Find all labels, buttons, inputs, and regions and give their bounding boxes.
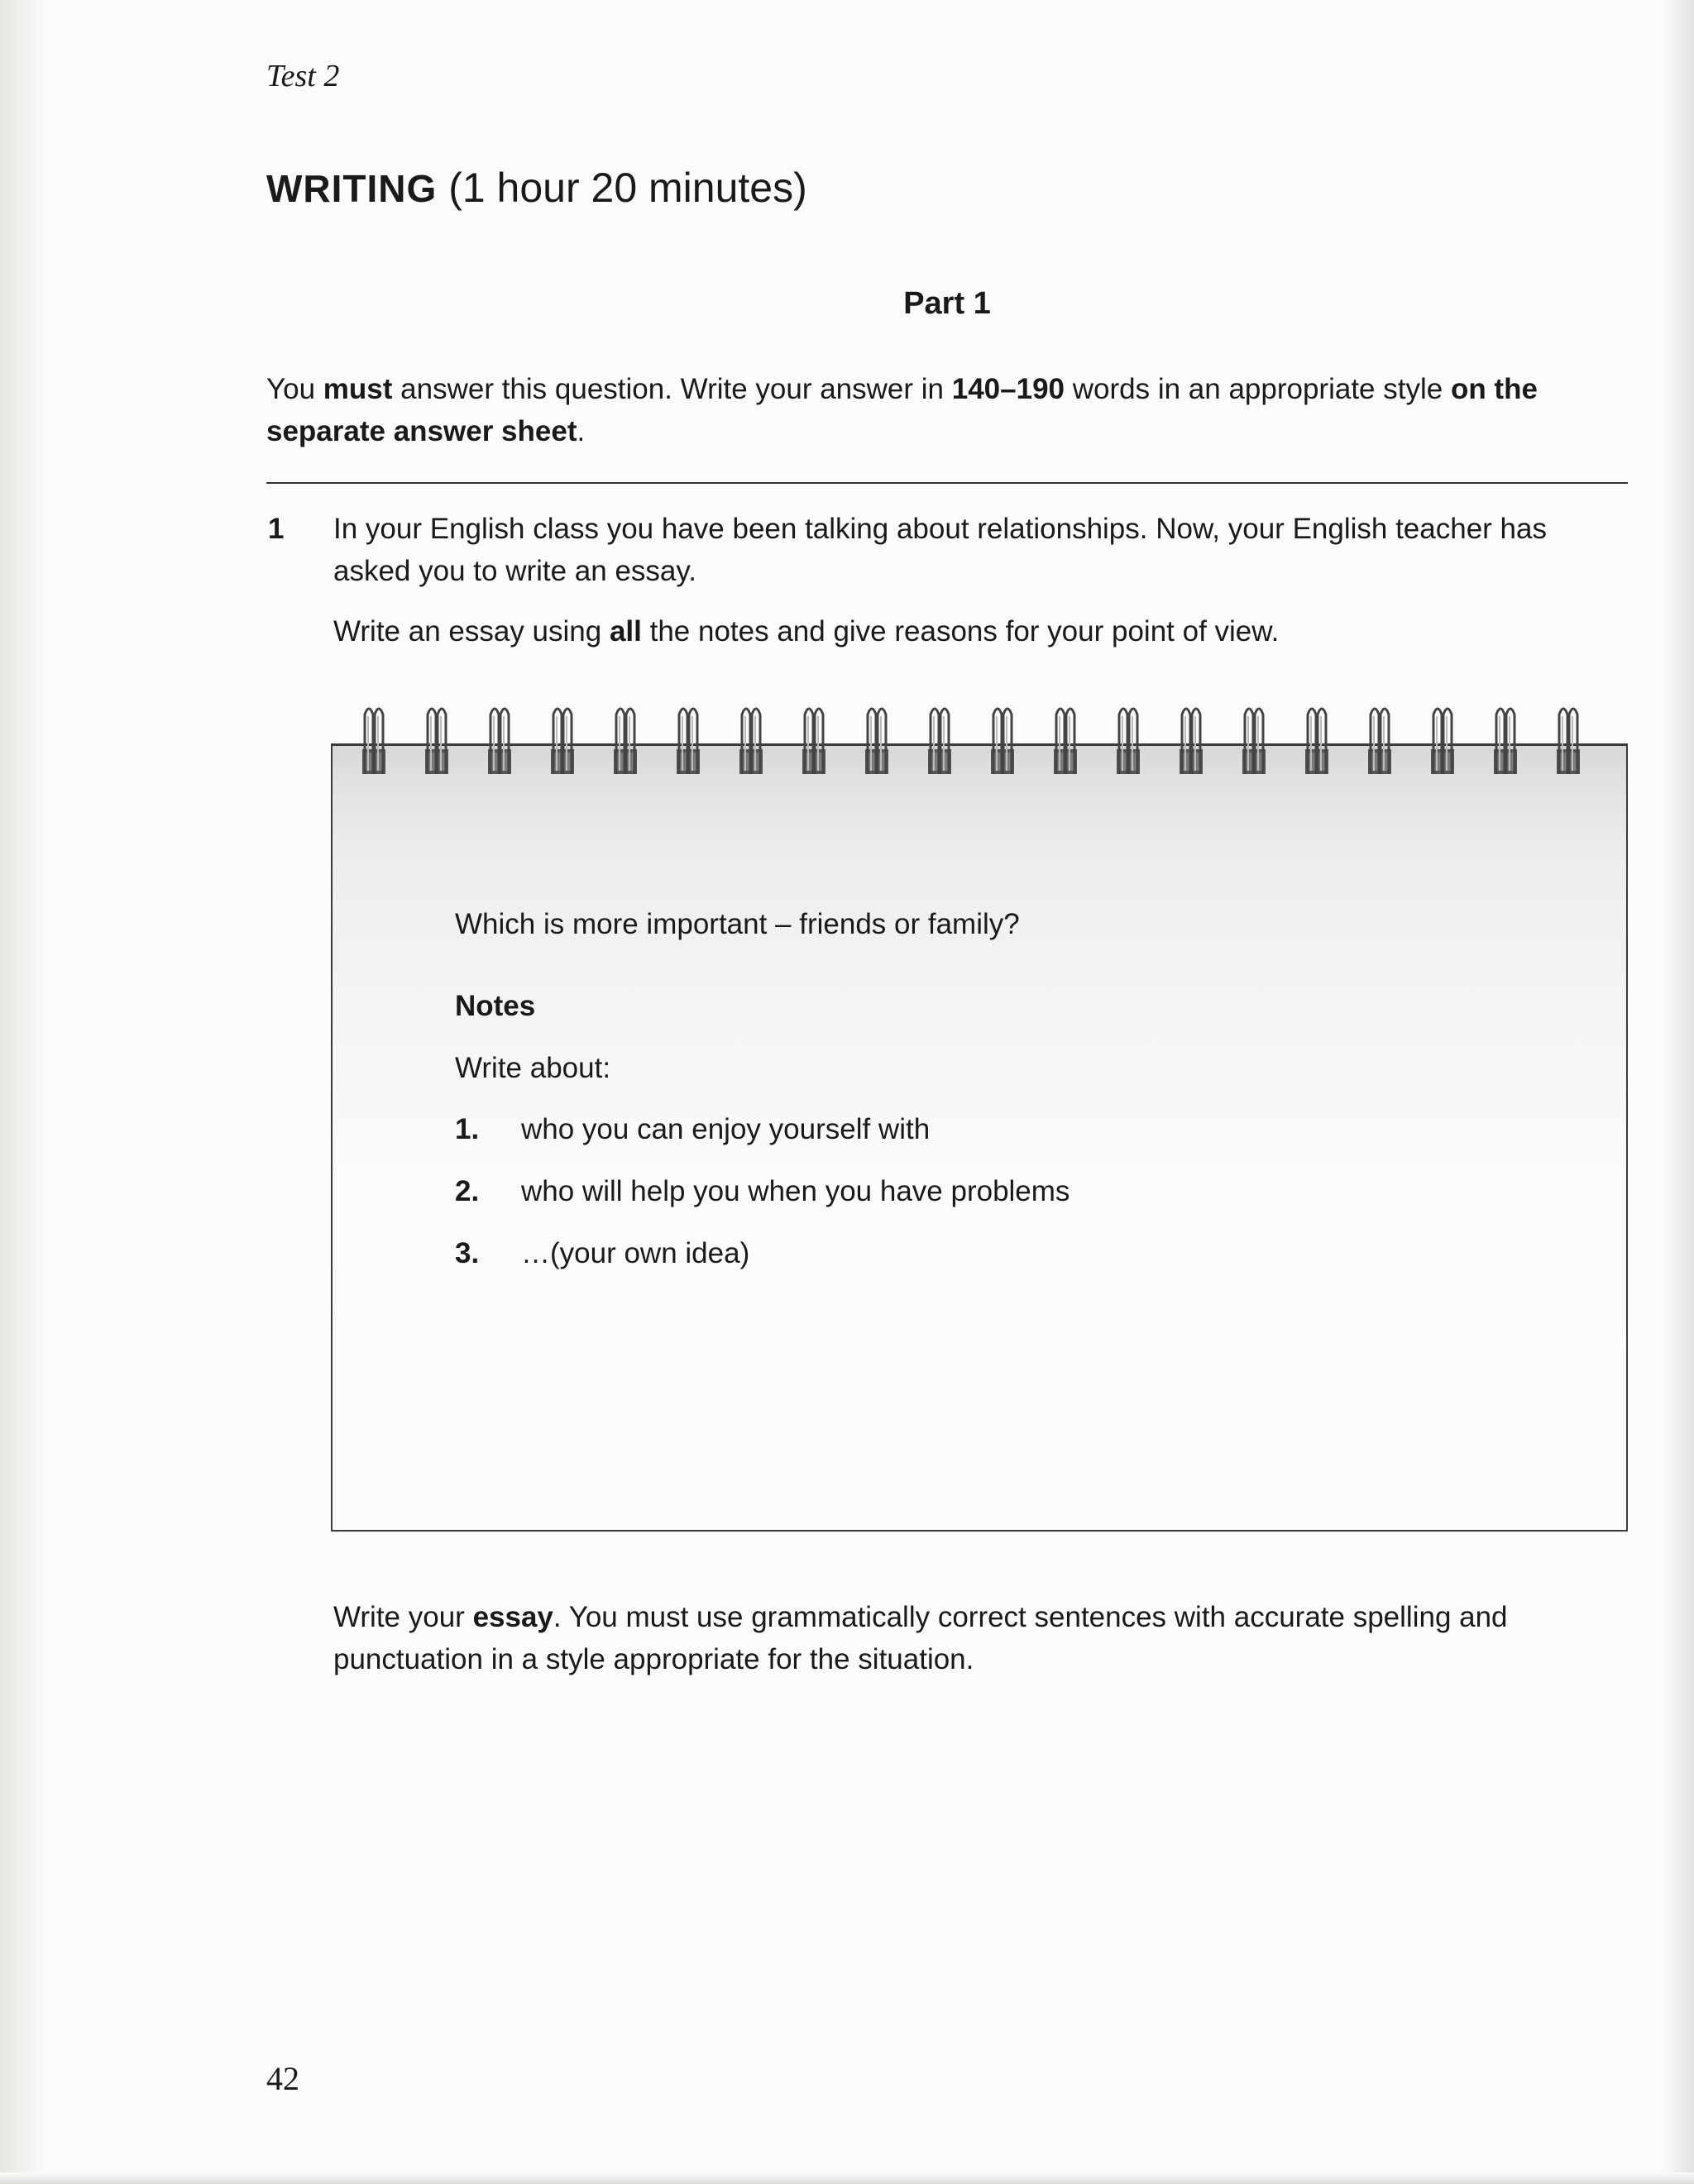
instruction-text: .	[577, 415, 586, 447]
spiral-ring	[739, 709, 763, 774]
spiral-ring	[488, 709, 511, 774]
question-text: In your English class you have been talking about relationships. Now, your English teacher has asked you to write an essay.	[333, 513, 1547, 587]
part-heading	[0, 286, 1694, 322]
question-number: 1	[268, 513, 285, 545]
spiral-ring	[991, 709, 1014, 774]
spiral-ring	[865, 709, 888, 774]
spiral-ring	[551, 709, 574, 774]
spiral-ring	[1494, 709, 1517, 774]
spiral-ring	[1557, 709, 1580, 774]
list-item-text: who will help you when you have problems	[521, 1175, 1070, 1207]
list-item-number: 3.	[455, 1237, 480, 1269]
spiral-rings-icon	[331, 700, 1628, 791]
section-title-duration: (1 hour 20 minutes)	[448, 165, 807, 211]
spiral-ring	[1431, 709, 1454, 774]
spiral-ring	[1117, 709, 1140, 774]
page-number: 42	[266, 2060, 299, 2097]
spiral-ring	[677, 709, 700, 774]
running-head: Test 2	[266, 59, 340, 93]
notebook-question: Which is more important – friends or family?	[455, 908, 1020, 940]
question-instruction-bold: all	[609, 615, 642, 648]
spiral-ring	[1305, 709, 1328, 774]
spiral-ring	[1180, 709, 1203, 774]
notebook-spiral-binding	[331, 700, 1628, 791]
list-item	[455, 1108, 1070, 1170]
list-item-number: 1.	[455, 1113, 480, 1145]
list-item-text: who you can enjoy yourself with	[521, 1113, 931, 1145]
closing-bold: essay	[472, 1601, 553, 1633]
page-edge-shadow	[1661, 0, 1694, 2184]
notes-list	[455, 1108, 1070, 1294]
question-instruction-text: Write an essay using	[333, 615, 610, 648]
page-spine-shadow	[0, 0, 46, 2184]
spiral-ring	[425, 709, 448, 774]
instruction-bold: 140–190	[951, 373, 1065, 405]
page-bottom-shadow	[0, 2172, 1694, 2184]
section-title	[266, 164, 807, 212]
write-about-label: Write about:	[455, 1052, 611, 1084]
list-item	[455, 1232, 1070, 1294]
instruction-bold: must	[323, 373, 393, 405]
closing-text: . You must use grammatically correct sentences with accurate spelling and	[553, 1601, 1508, 1633]
instruction-bold: on the separate answer sheet	[266, 373, 1538, 447]
part-heading-text: Part 1	[903, 286, 991, 321]
spiral-ring	[928, 709, 951, 774]
list-item	[455, 1170, 1070, 1232]
instruction-text: answer this question. Write your answer in	[392, 373, 952, 405]
divider-rule	[266, 482, 1628, 484]
list-item-text: …(your own idea)	[521, 1237, 750, 1269]
notes-heading: Notes	[455, 990, 536, 1022]
question-instruction-text: the notes and give reasons for your point of view.	[641, 615, 1280, 648]
question-instruction	[333, 610, 1629, 652]
spiral-ring	[614, 709, 637, 774]
instruction-text: words in an appropriate style	[1065, 373, 1451, 405]
closing-text: Write your	[333, 1601, 473, 1633]
spiral-ring	[362, 709, 385, 774]
closing-instruction-line2: punctuation in a style appropriate for the situation.	[333, 1643, 974, 1675]
spiral-ring	[1242, 709, 1266, 774]
section-title-strong: WRITING	[266, 167, 438, 210]
closing-instruction	[333, 1596, 1629, 1638]
spiral-ring	[802, 709, 825, 774]
instruction-text: You	[266, 373, 323, 405]
list-item-number: 2.	[455, 1175, 480, 1207]
spiral-ring	[1368, 709, 1391, 774]
spiral-ring	[1054, 709, 1077, 774]
instruction-paragraph	[266, 368, 1629, 452]
